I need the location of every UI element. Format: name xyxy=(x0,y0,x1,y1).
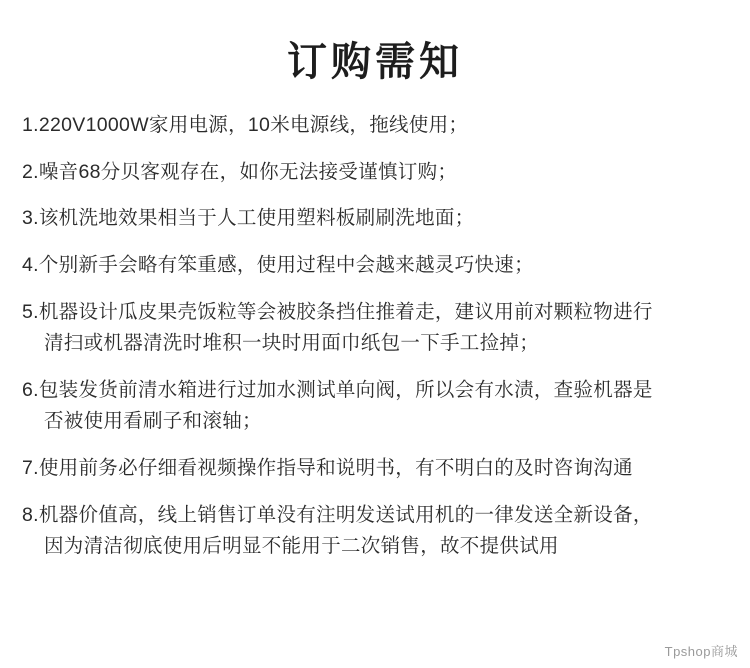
watermark: Tpshop商城 xyxy=(664,644,738,659)
notice-list xyxy=(0,97,750,562)
list-item xyxy=(22,454,730,484)
list-item-number: 8. xyxy=(22,503,39,526)
list-item-number: 3. xyxy=(22,207,39,230)
list-item-continuation: 清扫或机器清洗时堆积一块时用面巾纸包一下手工捡掉； xyxy=(44,332,540,355)
list-item-text: 机器价值高，线上销售订单没有注明发送试用机的一律发送全新设备， xyxy=(38,503,653,526)
list-item xyxy=(22,298,730,359)
list-item-number: 1. xyxy=(22,114,39,136)
list-item-text: 机器设计瓜皮果壳饭粒等会被胶条挡住推着走，建议用前对颗粒物进行 xyxy=(38,300,653,323)
list-item-text: 包装发货前清水箱进行过加水测试单向阀，所以会有水渍，查验机器是 xyxy=(38,378,653,401)
list-item-number: 2. xyxy=(22,160,39,183)
list-item-text: 使用前务必仔细看视频操作指导和说明书，有不明白的及时咨询沟通 xyxy=(38,457,633,479)
list-item-number: 7. xyxy=(22,457,39,479)
list-item-number: 6. xyxy=(22,378,39,401)
list-item-number: 4. xyxy=(22,253,39,276)
list-item-text: 220V1000W家用电源，10米电源线，拖线使用； xyxy=(38,114,469,136)
list-item-continuation: 因为清洁彻底使用后明显不能用于二次销售，故不提供试用 xyxy=(44,535,559,558)
list-item xyxy=(22,158,730,188)
list-item xyxy=(22,111,730,141)
list-item xyxy=(22,501,730,562)
list-item-text: 该机洗地效果相当于人工使用塑料板刷刷洗地面； xyxy=(38,207,475,230)
list-item xyxy=(22,251,730,281)
list-item-text: 个别新手会略有笨重感，使用过程中会越来越灵巧快速； xyxy=(38,253,534,276)
list-item xyxy=(22,204,730,234)
list-item-continuation: 否被使用看刷子和滚轴； xyxy=(44,410,262,433)
page-title: 订购需知 xyxy=(287,39,463,85)
list-item-text: 噪音68分贝客观存在，如你无法接受谨慎订购； xyxy=(38,160,458,183)
list-item-number: 5. xyxy=(22,300,39,323)
list-item xyxy=(22,376,730,437)
